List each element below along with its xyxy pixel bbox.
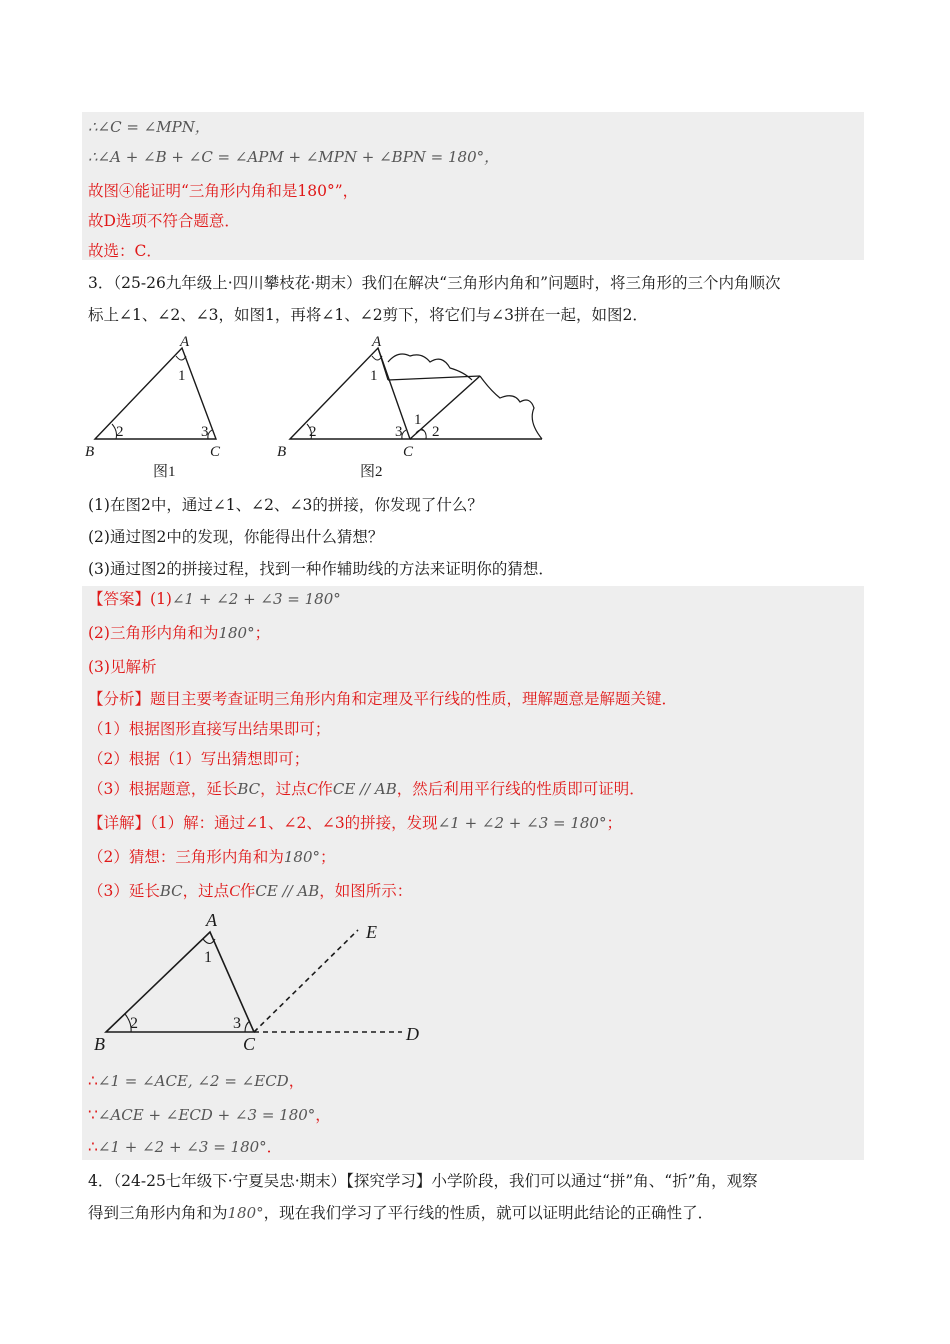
solution-line-3: 故图④能证明“三角形内角和是180°”， [88, 182, 359, 200]
question-4-line-2: 得到三角形内角和为180°，现在我们学习了平行线的性质，就可以证明此结论的正确性了． [88, 1204, 714, 1222]
proof-label-D: D [406, 1024, 419, 1044]
proof-label-E: E [366, 922, 377, 942]
detail-line-1: 【详解】（1）解：通过∠1、∠2、∠3的拼接，发现∠1 + ∠2 + ∠3 = 180°； [88, 814, 622, 832]
question-4-number: 4． [88, 1172, 114, 1190]
figure-1-caption: 图1 [153, 464, 176, 480]
fig1-label-1: 1 [178, 368, 186, 384]
solution-line-2: ∴∠A + ∠B + ∠C = ∠APM + ∠MPN + ∠BPN = 180°， [88, 148, 500, 166]
detail-tag: 【详解】 [88, 814, 151, 832]
figures-1-and-2 [80, 332, 560, 482]
question-3-line-1: 3．（25-26九年级上·四川攀枝花·期末）我们在解决“三角形内角和”问题时，将三角形的三个内角顺次 [88, 274, 781, 292]
answer-line-2: (2)三角形内角和为180°； [88, 624, 271, 642]
fig2-label-B: B [277, 444, 287, 460]
fig2-label-2: 2 [309, 424, 317, 440]
analysis-tag: 【分析】 [88, 690, 151, 708]
proof-label-3: 3 [233, 1015, 241, 1032]
solution-line-1: ∴∠C = ∠MPN， [88, 118, 210, 136]
proof-label-1: 1 [204, 949, 212, 966]
question-number: 3． [88, 274, 114, 292]
fig1-label-A: A [180, 334, 190, 350]
fig1-label-3: 3 [201, 424, 209, 440]
sub-question-1: (1)在图2中，通过∠1、∠2、∠3的拼接，你发现了什么？ [88, 496, 483, 514]
fig1-label-2: 2 [116, 424, 124, 440]
solution-line-4: 故D选项不符合题意． [88, 212, 240, 230]
analysis-point-1: （1）根据图形直接写出结果即可； [88, 720, 331, 738]
answer-tag: 【答案】 [88, 590, 151, 608]
fig2-label-A: A [372, 334, 382, 350]
sub-question-2: (2)通过图2中的发现，你能得出什么猜想？ [88, 528, 384, 546]
detail-line-2: （2）猜想：三角形内角和为180°； [88, 848, 336, 866]
proof-label-2: 2 [130, 1015, 138, 1032]
proof-step-2: ∵∠ACE + ∠ECD + ∠3 = 180°， [88, 1106, 331, 1124]
proof-figure [88, 908, 438, 1058]
proof-label-A: A [206, 910, 217, 930]
proof-label-C: C [243, 1034, 256, 1054]
fig1-label-B: B [85, 444, 95, 460]
fig2-label-2-right: 2 [432, 424, 440, 440]
question-4-tag: 【探究学习】 [346, 1172, 432, 1190]
answer-line-1: 【答案】(1)∠1 + ∠2 + ∠3 = 180° [88, 590, 341, 608]
proof-step-1: ∴∠1 = ∠ACE, ∠2 = ∠ECD， [88, 1072, 305, 1090]
figure-2-triangle [277, 334, 542, 480]
proof-label-B: B [94, 1034, 105, 1054]
proof-step-3: ∴∠1 + ∠2 + ∠3 = 180°． [88, 1138, 283, 1156]
sub-question-3: (3)通过图2的拼接过程，找到一种作辅助线的方法来证明你的猜想． [88, 560, 554, 578]
figure-2-caption: 图2 [360, 464, 383, 480]
detail-line-3: （3）延长BC，过点C作CE // AB，如图所示： [88, 882, 413, 900]
analysis-point-2: （2）根据（1）写出猜想即可； [88, 750, 310, 768]
question-3-line-2: 标上∠1、∠2、∠3，如图1，再将∠1、∠2剪下，将它们与∠3拼在一起，如图2． [88, 306, 648, 324]
fig2-label-3: 3 [395, 424, 403, 440]
fig2-label-1-right: 1 [414, 412, 422, 428]
analysis-point-3: （3）根据题意，延长BC，过点C作CE // AB，然后利用平行线的性质即可证明． [88, 780, 645, 798]
analysis-line: 【分析】题目主要考查证明三角形内角和定理及平行线的性质，理解题意是解题关键． [88, 690, 678, 708]
fig2-label-1-top: 1 [370, 368, 378, 384]
question-4-source: （24-25七年级下·宁夏吴忠·期末） [113, 1172, 347, 1190]
fig1-label-C: C [210, 444, 221, 460]
fig2-label-C: C [403, 444, 414, 460]
question-4-line-1: 4．（24-25七年级下·宁夏吴忠·期末）【探究学习】小学阶段，我们可以通过“拼”角、“折”角，观察 [88, 1172, 758, 1190]
figure-1-triangle [85, 334, 221, 480]
answer-line-3: (3)见解析 [88, 658, 157, 676]
solution-line-5: 故选：C． [88, 242, 162, 260]
question-source: （25-26九年级上·四川攀枝花·期末） [113, 274, 362, 292]
